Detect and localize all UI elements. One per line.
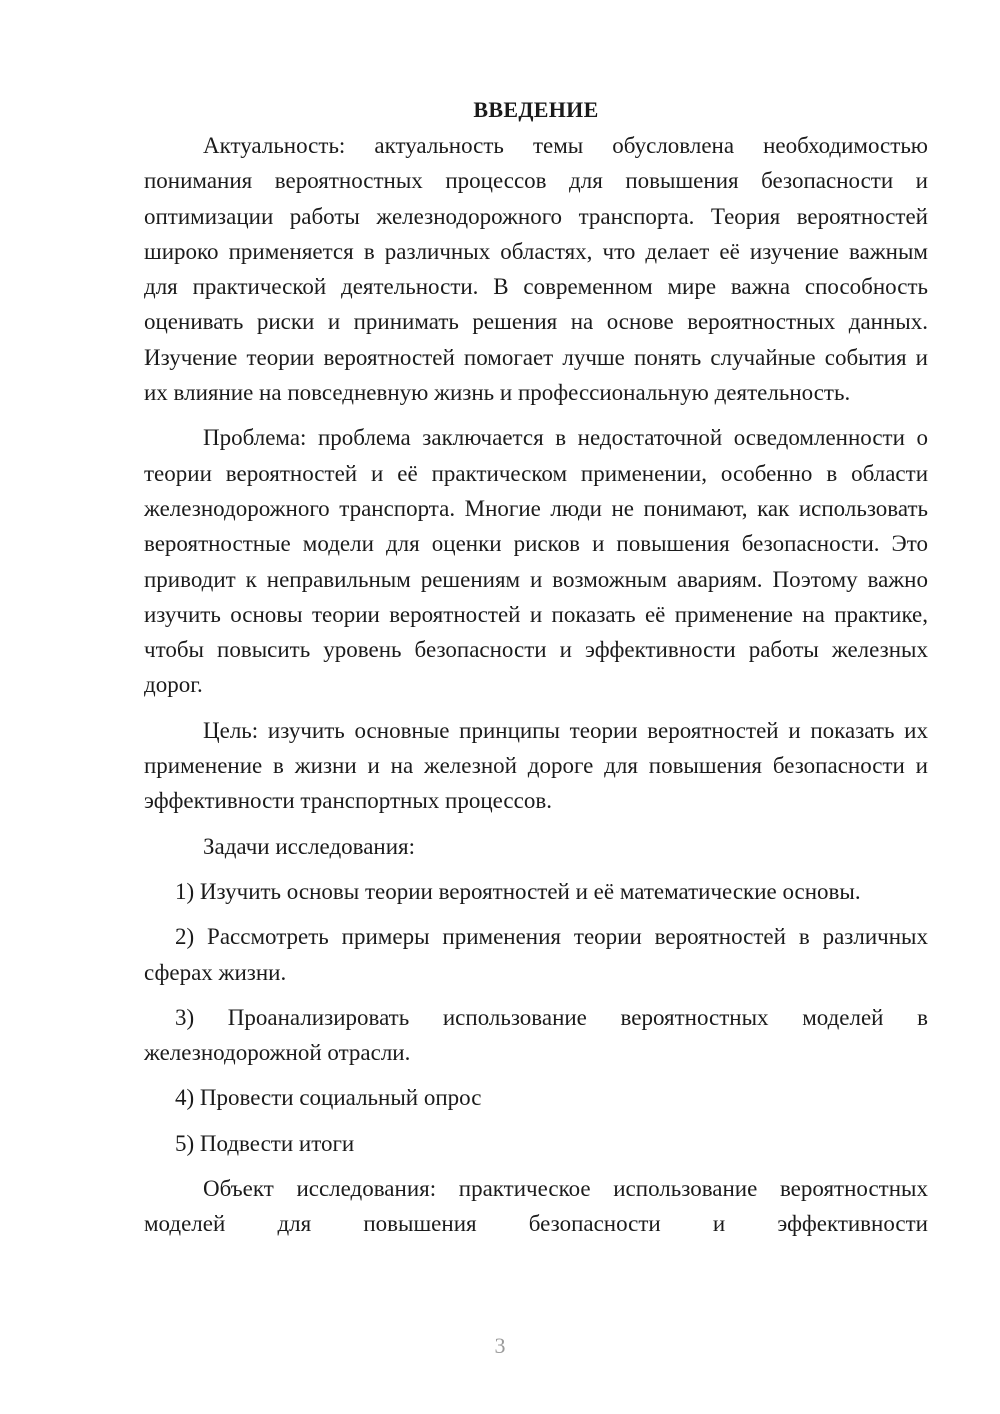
task-item-5: 5) Подвести итоги xyxy=(175,1130,355,1156)
relevance-paragraph: Актуальность: актуальность темы обусловлена необходимостью понимания вероятностных процессов для повышения безопасности и оптимизации работы железнодорожного транспорта. Теория вероятностей широко применяется в различных областях, что делает её изучение важным для практической деятельности. В современном мире важна способность оценивать риски и принимать решения на основе вероятностных данных. Изучение теории вероятностей помогает лучше понять случайные события и их влияние на повседневную жизнь и профессиональную деятельность. xyxy=(144,133,928,406)
page-title: ВВЕДЕНИЕ xyxy=(473,97,599,122)
page-number: 3 xyxy=(494,1333,506,1358)
task-item-3: 3) Проанализировать использование вероятностных моделей в железнодорожной отрасли. xyxy=(144,1004,928,1066)
task-item-1: 1) Изучить основы теории вероятностей и её математические основы. xyxy=(175,878,861,904)
object-paragraph: Объект исследования: практическое использование вероятностных моделей для повышения безопасности и эффективности xyxy=(144,1176,928,1237)
page-content xyxy=(144,92,928,1242)
task-item-4: 4) Провести социальный опрос xyxy=(175,1085,482,1111)
task-item-2: 2) Рассмотреть примеры применения теории вероятностей в различных сферах жизни. xyxy=(144,924,928,985)
problem-paragraph: Проблема: проблема заключается в недостаточной осведомленности о теории вероятностей и её практическом применении, особенно в области железнодорожного транспорта. Многие люди не понимают, как использовать вероятностные модели для оценки рисков и повышения безопасности. Это приводит к неправильным решениям и возможным авариям. Поэтому важно изучить основы теории вероятностей и показать её применение на практике, чтобы повысить уровень безопасности и эффективности работы железных дорог. xyxy=(144,425,928,698)
tasks-heading: Задачи исследования: xyxy=(203,833,416,859)
goal-paragraph: Цель: изучить основные принципы теории вероятностей и показать их применение в жизни и на железной дороге для повышения безопасности и эффективности транспортных процессов. xyxy=(144,717,928,814)
